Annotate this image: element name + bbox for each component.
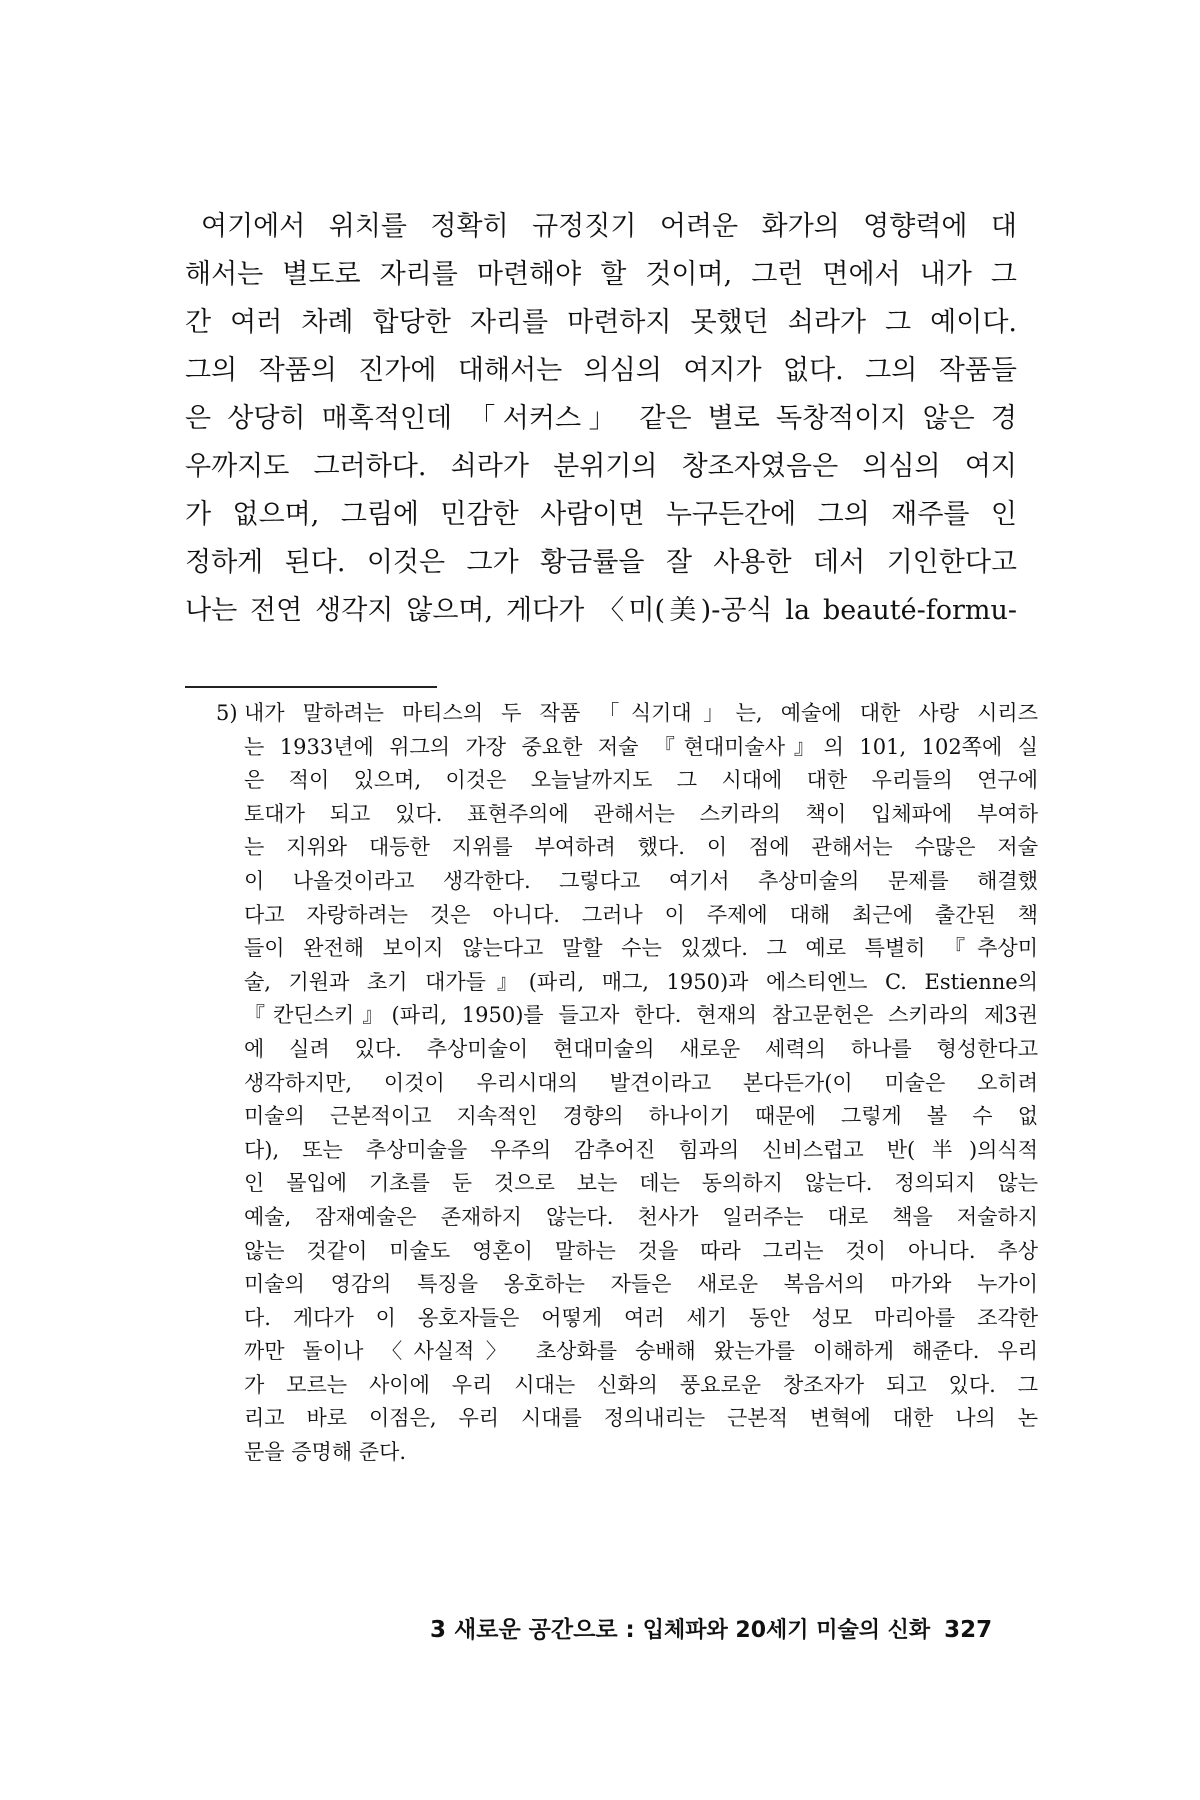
footnote-line: 예술, 잠재예술은 존재하지 않는다. 천사가 일러주는 대로 책을 저술하지 <box>244 1204 1038 1229</box>
footnote-line: 은 적이 있으며, 이것은 오늘날까지도 그 시대에 대한 우리들의 연구에 <box>244 768 1038 793</box>
footnote-line: 이 나올것이라고 생각한다. 그렇다고 여기서 추상미술의 문제를 해결했 <box>244 868 1038 893</box>
footnote-line <box>216 697 1038 731</box>
body-line: 여기에서 위치를 정확히 규정짓기 어려운 화가의 영향력에 대 <box>201 211 1017 242</box>
footnote-line: 까만 돌이나 〈사실적〉 초상화를 숭배해 왔는가를 이해하게 해준다. 우리 <box>244 1339 1038 1364</box>
footnote-line: 에 실려 있다. 추상미술이 현대미술의 새로운 세력의 하나를 형성한다고 <box>244 1036 1038 1061</box>
footnote-line: 토대가 되고 있다. 표현주의에 관해서는 스키라의 책이 입체파에 부여하 <box>244 801 1038 826</box>
body-line: 간 여러 차례 합당한 자리를 마련하지 못했던 쇠라가 그 예이다. <box>185 307 1017 338</box>
body-line: 우까지도 그러하다. 쇠라가 분위기의 창조자였음은 의심의 여지 <box>185 451 1017 482</box>
footnote-line: 는 1933년에 위그의 가장 중요한 저술 『현대미술사』의 101, 102쪽에 실 <box>244 734 1038 759</box>
footnote-line: 않는 것같이 미술도 영혼이 말하는 것을 따라 그리는 것이 아니다. 추상 <box>244 1238 1038 1263</box>
footnote-line: 가 모르는 사이에 우리 시대는 신화의 풍요로운 창조자가 되고 있다. 그 <box>244 1372 1038 1397</box>
body-line: 정하게 된다. 이것은 그가 황금률을 잘 사용한 데서 기인한다고 <box>185 547 1017 578</box>
page-number: 327 <box>944 1617 993 1643</box>
body-text <box>185 203 1017 635</box>
footnote-line: 들이 완전해 보이지 않는다고 말할 수는 있겠다. 그 예로 특별히 『추상미 <box>244 936 1038 961</box>
footnote-line: 미술의 영감의 특징을 옹호하는 자들은 새로운 복음서의 마가와 누가이 <box>244 1272 1038 1297</box>
footnote-line-text: 내가 말하려는 마티스의 두 작품 「식기대」는, 예술에 대한 사랑 시리즈 <box>244 701 1038 725</box>
footnote-line: 다), 또는 추상미술을 우주의 감추어진 힘과의 신비스럽고 반(半)의식적 <box>244 1137 1038 1162</box>
footnote-line: 생각하지만, 이것이 우리시대의 발견이라고 본다든가(이 미술은 오히려 <box>244 1070 1038 1095</box>
footnote-line: 『칸딘스키』(파리, 1950)를 들고자 한다. 현재의 참고문헌은 스키라의 제3권 <box>244 1003 1038 1028</box>
body-line: 가 없으며, 그림에 민감한 사람이면 누구든간에 그의 재주를 인 <box>185 499 1017 530</box>
footnote-line: 인 몰입에 기초를 둔 것으로 보는 데는 동의하지 않는다. 정의되지 않는 <box>244 1171 1038 1196</box>
footnote-line: 다. 게다가 이 옹호자들은 어떻게 여러 세기 동안 성모 마리아를 조각한 <box>244 1305 1038 1330</box>
footnote-separator <box>185 686 437 688</box>
chapter-subtitle: 입체파와 20세기 미술의 신화 <box>642 1618 931 1643</box>
body-line: 해서는 별도로 자리를 마련해야 할 것이며, 그런 면에서 내가 그 <box>185 259 1017 290</box>
chapter-title: 3 새로운 공간으로 : <box>430 1617 643 1643</box>
body-line: 은 상당히 매혹적인데 「서커스」 같은 별로 독창적이지 않은 경 <box>185 403 1017 434</box>
footnote-line: 문을 증명해 준다. <box>244 1440 407 1465</box>
footnote-line: 술, 기원과 초기 대가들』(파리, 매그, 1950)과 에스티엔느 C. Estienne의 <box>244 969 1038 994</box>
body-line: 그의 작품의 진가에 대해서는 의심의 여지가 없다. 그의 작품들 <box>185 355 1017 386</box>
running-footer <box>430 1610 1010 1650</box>
footnote <box>216 697 1038 1470</box>
body-line: 나는 전연 생각지 않으며, 게다가 〈미(美)-공식 la beauté-formu- <box>185 595 1017 626</box>
footnote-number: 5) <box>216 701 238 725</box>
footnote-line: 미술의 근본적이고 지속적인 경향의 하나이기 때문에 그렇게 볼 수 없 <box>244 1104 1038 1129</box>
footnote-line: 는 지위와 대등한 지위를 부여하려 했다. 이 점에 관해서는 수많은 저술 <box>244 835 1038 860</box>
footnote-line: 리고 바로 이점은, 우리 시대를 정의내리는 근본적 변혁에 대한 나의 논 <box>244 1406 1038 1431</box>
footnote-line: 다고 자랑하려는 것은 아니다. 그러나 이 주제에 대해 최근에 출간된 책 <box>244 902 1038 927</box>
